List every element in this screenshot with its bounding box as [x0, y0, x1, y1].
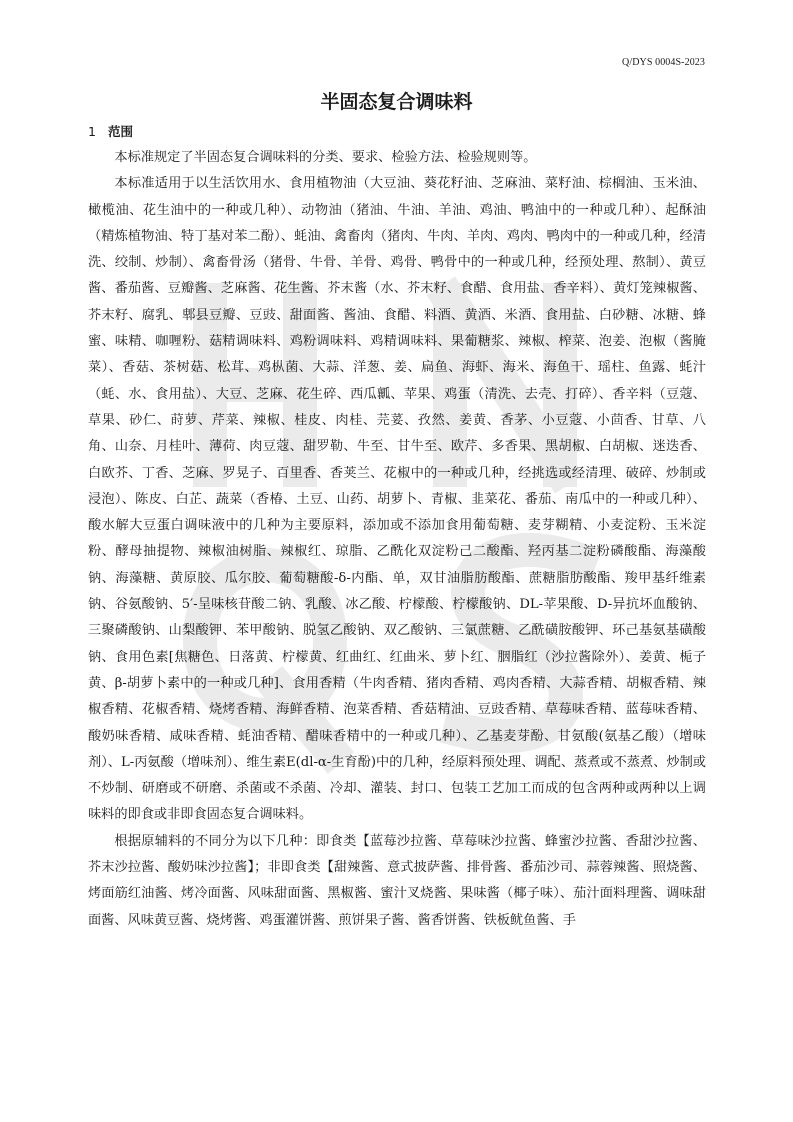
paragraph-classification: 根据原辅料的不同分为以下几种：即食类【蓝莓沙拉酱、草莓味沙拉酱、蜂蜜沙拉酱、香甜沙拉酱、芥末沙拉酱、酸奶味沙拉酱】；非即食类【甜辣酱、意式披萨酱、排骨酱、番茄沙司、蒜蓉辣酱、照烧酱、烤面筋红油酱、烤冷面酱、风味甜面酱、黑椒酱、蜜汁叉烧酱、果味酱（椰子味）、茄汁面料理酱、调味甜面酱、风味黄豆酱、烧烤酱、鸡蛋灌饼酱、煎饼果子酱、酱香饼酱、铁板鱿鱼酱、手 — [88, 833, 706, 928]
section-heading — [88, 122, 133, 140]
paragraph-scope-intro: 本标准规定了半固态复合调味料的分类、要求、检验方法、检验规则等。 — [114, 150, 537, 165]
section-title: 范围 — [107, 124, 133, 139]
body-text — [88, 145, 706, 934]
paragraph-applicability: 本标准适用于以生活饮用水、食用植物油（大豆油、葵花籽油、芝麻油、菜籽油、棕榈油、玉米油、橄榄油、花生油中的一种或几种）、动物油（猪油、牛油、羊油、鸡油、鸭油中的一种或几种）、起酥油（精炼植物油、特丁基对苯二酚）、蚝油、禽畜肉（猪肉、牛肉、羊肉、鸡肉、鸭肉中的一种或几种，经清洗、绞制、炒制）、禽畜骨汤（猪骨、牛骨、羊骨、鸡骨、鸭骨中的一种或几种，经预处理、熬制）、黄豆酱、番茄酱、豆瓣酱、芝麻酱、花生酱、芥末酱（水、芥末籽、食醋、食用盐、香辛料）、黄灯笼辣椒酱、芥末籽、腐乳、郫县豆瓣、豆豉、甜面酱、酱油、食醋、料酒、黄酒、米酒、食用盐、白砂糖、冰糖、蜂蜜、味精、咖喱粉、菇精调味料、鸡粉调味料、鸡精调味料、果葡糖浆、辣椒、榨菜、泡姜、泡椒（酱腌菜）、香菇、茶树菇、松茸、鸡枞菌、大蒜、洋葱、姜、扁鱼、海虾、海米、海鱼干、瑶柱、鱼露、蚝汁（蚝、水、食用盐）、大豆、芝麻、花生碎、西瓜瓤、苹果、鸡蛋（清洗、去壳、打碎）、香辛料（豆蔻、草果、砂仁、莳萝、芹菜、辣椒、桂皮、肉桂、芫荽、孜然、姜黄、香茅、小豆蔻、小茴香、甘草、八角、山奈、月桂叶、薄荷、肉豆蔻、甜罗勒、牛至、甘牛至、欧芹、多香果、黑胡椒、白胡椒、迷迭香、白欧芥、丁香、芝麻、罗晃子、百里香、香荚兰、花椒中的一种或几种，经挑选或经清理、破碎、炒制或浸泡）、陈皮、白芷、蔬菜（香椿、土豆、山药、胡萝卜、青椒、韭菜花、番茄、南瓜中的一种或几种）、酸水解大豆蛋白调味液中的几种为主要原料，添加或不添加食用葡萄糖、麦芽糊精、小麦淀粉、玉米淀粉、酵母抽提物、辣椒油树脂、辣椒红、琼脂、乙酰化双淀粉己二酸酯、羟丙基二淀粉磷酸酯、海藻酸钠、海藻糖、黄原胶、瓜尔胶、葡萄糖酸-δ-内酯、单，双甘油脂肪酸酯、蔗糖脂肪酸酯、羧甲基纤维素钠、谷氨酸钠、5′-呈味核苷酸二钠、乳酸、冰乙酸、柠檬酸、柠檬酸钠、DL-苹果酸、D-异抗坏血酸钠、三聚磷酸钠、山梨酸钾、苯甲酸钠、脱氢乙酸钠、双乙酸钠、三氯蔗糖、乙酰磺胺酸钾、环己基氨基磺酸钠、食用色素[焦糖色、日落黄、柠檬黄、红曲红、红曲米、萝卜红、胭脂红（沙拉酱除外）、姜黄、栀子黄、β-胡萝卜素中的一种或几种]、食用香精（牛肉香精、猪肉香精、鸡肉香精、大蒜香精、胡椒香精、辣椒香精、花椒香精、烧烤香精、海鲜香精、泡菜香精、香菇精油、豆豉香精、草莓味香精、蓝莓味香精、酸奶味香精、咸味香精、蚝油香精、醋味香精中的一种或几种）、乙基麦芽酚、甘氨酸(氨基乙酸）（增味剂）、L-丙氨酸（增味剂）、维生素E(dl-α-生育酚)中的几种，经原料预处理、调配、蒸煮或不蒸煮、炒制或不炒制、研磨或不研磨、杀菌或不杀菌、冷却、灌装、封口、包装工艺加工而成的包含两种或两种以上调味料的即食或非即食固态复合调味料。 — [88, 176, 706, 823]
document-title: 半固态复合调味料 — [320, 91, 473, 113]
document-code: Q/DYS 0004S-2023 — [622, 57, 705, 68]
section-number: 1 — [88, 124, 96, 139]
